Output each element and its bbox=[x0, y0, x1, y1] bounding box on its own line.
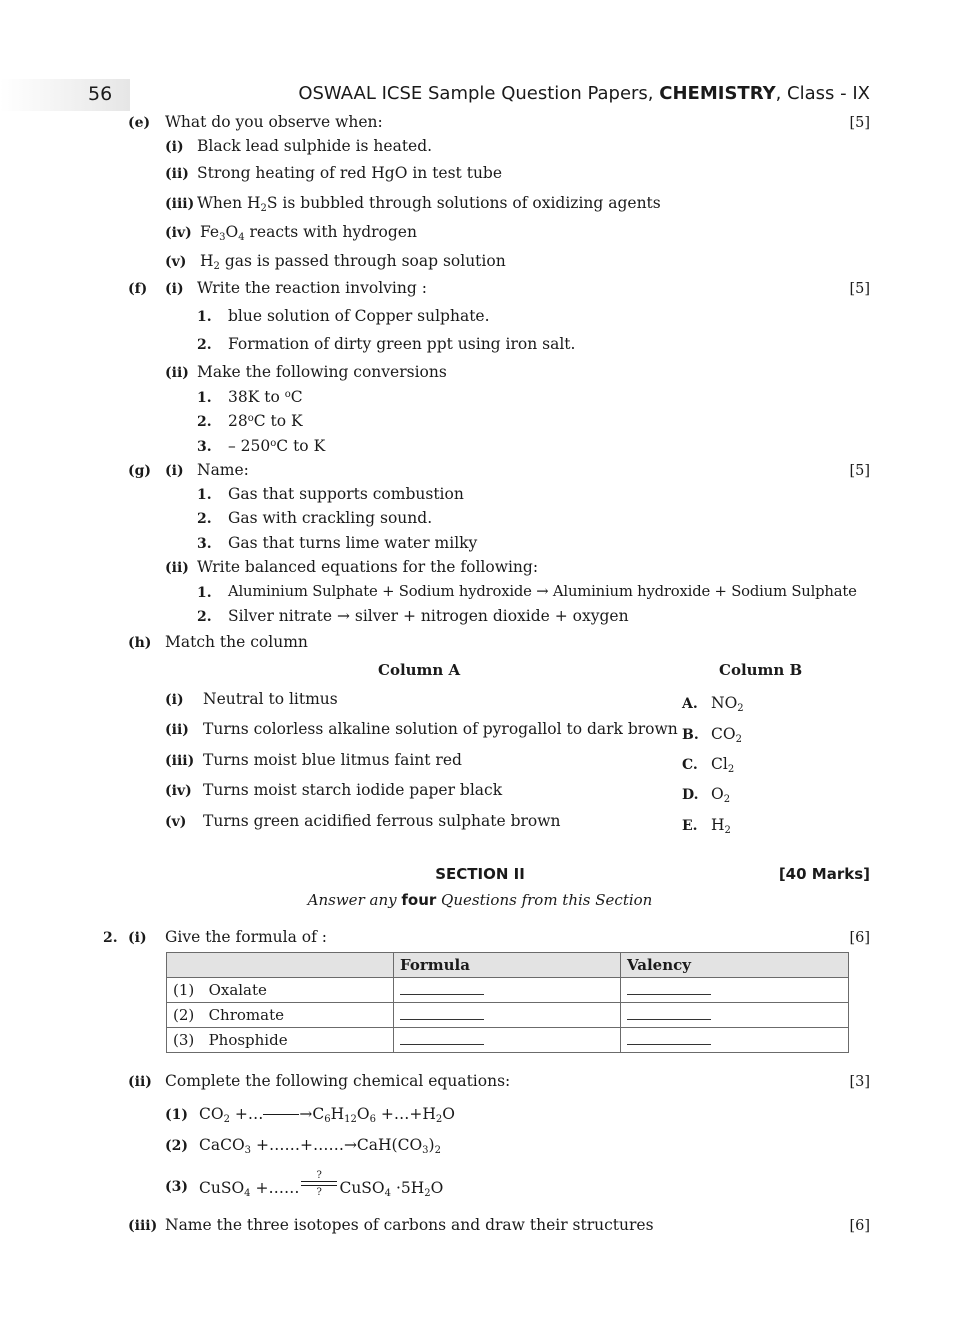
q2-number: 2. bbox=[103, 930, 118, 946]
ion-name-cell: (1) Oxalate bbox=[167, 978, 394, 1003]
match-a-text: Turns colorless alkaline solution of pyrogallol to dark brown bbox=[203, 720, 678, 738]
valency-blank bbox=[621, 1028, 849, 1053]
q-f-i-text: Write the reaction involving : bbox=[197, 279, 427, 297]
match-a-label: (i) bbox=[165, 692, 184, 708]
q-f-i1-label: 1. bbox=[197, 309, 212, 325]
column-b-heading: Column B bbox=[719, 661, 803, 679]
q-g-ii-label: (ii) bbox=[165, 560, 189, 576]
match-b-formula: $NO_2$ bbox=[711, 694, 744, 714]
formula-table-header bbox=[167, 953, 849, 978]
match-a-text: Turns green acidified ferrous sulphate brown bbox=[203, 812, 561, 830]
match-a-text: Turns moist starch iodide paper black bbox=[203, 781, 503, 799]
q2-iii-label: (iii) bbox=[128, 1218, 158, 1234]
q-e-marks: [5] bbox=[849, 115, 870, 131]
q-g-i3-label: 3. bbox=[197, 536, 212, 552]
q2-i-label: (i) bbox=[128, 930, 147, 946]
q-e-i-label: (i) bbox=[165, 139, 184, 155]
match-a-text: Turns moist blue litmus faint red bbox=[203, 751, 462, 769]
q-e-iii-label: (iii) bbox=[165, 196, 195, 212]
section-marks: [40 Marks] bbox=[778, 865, 870, 883]
formula-table bbox=[166, 952, 849, 1053]
q-e-label: (e) bbox=[128, 115, 151, 131]
q-g-ii2-label: 2. bbox=[197, 609, 212, 625]
q-g-i-text: Name: bbox=[197, 461, 249, 479]
match-a-label: (iii) bbox=[165, 753, 195, 769]
table-header-valency: Valency bbox=[621, 953, 849, 978]
q-g-ii1-text: Aluminium Sulphate + Sodium hydroxide → Aluminium hydroxide + Sodium Sulphate bbox=[228, 583, 857, 600]
match-b-label: A. bbox=[682, 696, 698, 712]
eq2-label: (2) bbox=[165, 1138, 188, 1154]
q-f-marks: [5] bbox=[849, 281, 870, 297]
valency-blank bbox=[621, 1003, 849, 1028]
eq1-label: (1) bbox=[165, 1107, 188, 1123]
q2-ii-label: (ii) bbox=[128, 1074, 152, 1090]
q-g-i1-text: Gas that supports combustion bbox=[228, 485, 464, 503]
q-f-i2-label: 2. bbox=[197, 337, 212, 353]
match-b-formula: $Cl_2$ bbox=[711, 755, 735, 775]
q-f-i-label: (i) bbox=[165, 281, 184, 297]
match-b-label: E. bbox=[682, 818, 698, 834]
match-b-label: C. bbox=[682, 757, 698, 773]
page-header: OSWAAL ICSE Sample Question Papers, CHEMISTRY, Class - IX bbox=[298, 83, 870, 104]
match-b-label: B. bbox=[682, 727, 699, 743]
q-f-ii-label: (ii) bbox=[165, 365, 189, 381]
column-a-heading: Column A bbox=[378, 661, 461, 679]
q-e-v-text: $H_2$ gas is passed through soap solution bbox=[200, 252, 506, 272]
formula-blank bbox=[394, 978, 621, 1003]
ion-name-cell: (2) Chromate bbox=[167, 1003, 394, 1028]
q-e-ii-text: Strong heating of red HgO in test tube bbox=[197, 164, 503, 182]
valency-blank bbox=[621, 978, 849, 1003]
equation-1: $CO_2$ +… $\to C_6H_{12}O_6$ $+\dots+H_2O$ bbox=[199, 1105, 455, 1125]
equation-3: CuSO$_4$ +…… ? ? CuSO$_4$ $\cdot 5H_2O$ bbox=[199, 1170, 444, 1199]
q-e-iv-label: (iv) bbox=[165, 225, 192, 241]
q-g-i1-label: 1. bbox=[197, 487, 212, 503]
match-a-label: (iv) bbox=[165, 783, 192, 799]
q-e-ii-label: (ii) bbox=[165, 166, 189, 182]
equilibrium-arrow-icon: ? ? bbox=[299, 1177, 339, 1195]
q-f-label: (f) bbox=[128, 281, 148, 297]
q-f-ii-text: Make the following conversions bbox=[197, 363, 447, 381]
match-b-formula: $O_2$ bbox=[711, 785, 731, 805]
q-g-label: (g) bbox=[128, 463, 152, 479]
match-b-label: D. bbox=[682, 787, 699, 803]
q-f-ii1-text: 38K to $^o$C bbox=[228, 388, 303, 406]
ion-name-cell: (3) Phosphide bbox=[167, 1028, 394, 1053]
q-g-marks: [5] bbox=[849, 463, 870, 479]
q-g-i2-text: Gas with crackling sound. bbox=[228, 509, 433, 527]
match-b-formula: $CO_2$ bbox=[711, 725, 742, 745]
q-e-i-text: Black lead sulphide is heated. bbox=[197, 137, 433, 155]
table-header-formula: Formula bbox=[394, 953, 621, 978]
match-a-text: Neutral to litmus bbox=[203, 690, 338, 708]
q-h-label: (h) bbox=[128, 635, 152, 651]
q-f-ii3-label: 3. bbox=[197, 439, 212, 455]
section-instruction: Answer any four Questions from this Section bbox=[307, 891, 653, 909]
match-b-formula: $H_2$ bbox=[711, 816, 731, 836]
q-h-text: Match the column bbox=[165, 633, 308, 651]
q-g-i2-label: 2. bbox=[197, 511, 212, 527]
q-g-i3-text: Gas that turns lime water milky bbox=[228, 534, 478, 552]
q2-i-text: Give the formula of : bbox=[165, 928, 328, 946]
q-f-i1-text: blue solution of Copper sulphate. bbox=[228, 307, 490, 325]
q-g-i-label: (i) bbox=[165, 463, 184, 479]
q-f-ii1-label: 1. bbox=[197, 390, 212, 406]
table-row bbox=[167, 1028, 849, 1053]
q-f-ii3-text: – 250$^o$C to K bbox=[228, 437, 326, 455]
q-e-text: What do you observe when: bbox=[165, 113, 383, 131]
q-e-v-label: (v) bbox=[165, 254, 187, 270]
q2-iii-text: Name the three isotopes of carbons and draw their structures bbox=[165, 1216, 654, 1234]
formula-blank bbox=[394, 1028, 621, 1053]
formula-blank bbox=[394, 1003, 621, 1028]
eq3-label: (3) bbox=[165, 1179, 188, 1195]
q2-i-marks: [6] bbox=[849, 930, 870, 946]
q-f-ii2-label: 2. bbox=[197, 414, 212, 430]
section-title: SECTION II bbox=[435, 865, 525, 883]
table-row bbox=[167, 1003, 849, 1028]
q-f-i2-text: Formation of dirty green ppt using iron salt. bbox=[228, 335, 576, 353]
match-a-label: (ii) bbox=[165, 722, 189, 738]
q2-ii-marks: [3] bbox=[849, 1074, 870, 1090]
q-e-iii-text: When $H_2S$ is bubbled through solutions of oxidizing agents bbox=[197, 194, 661, 214]
q-e-iv-text: $Fe_3O_4$ reacts with hydrogen bbox=[200, 223, 417, 243]
q2-ii-text: Complete the following chemical equations: bbox=[165, 1072, 511, 1090]
q2-iii-marks: [6] bbox=[849, 1218, 870, 1234]
q-g-ii2-text: Silver nitrate → silver + nitrogen dioxide + oxygen bbox=[228, 607, 629, 625]
match-a-label: (v) bbox=[165, 814, 187, 830]
q-f-ii2-text: 28$^o$C to K bbox=[228, 412, 303, 430]
page-number: 56 bbox=[88, 83, 113, 105]
table-row bbox=[167, 978, 849, 1003]
equation-2: CaCO$_3$ $+\dots\dots+\dots\dots\to CaH(CO_3)_2$ bbox=[199, 1136, 441, 1156]
table-header-blank bbox=[167, 953, 394, 978]
q-g-ii-text: Write balanced equations for the following: bbox=[197, 558, 539, 576]
q-g-ii1-label: 1. bbox=[197, 585, 212, 601]
